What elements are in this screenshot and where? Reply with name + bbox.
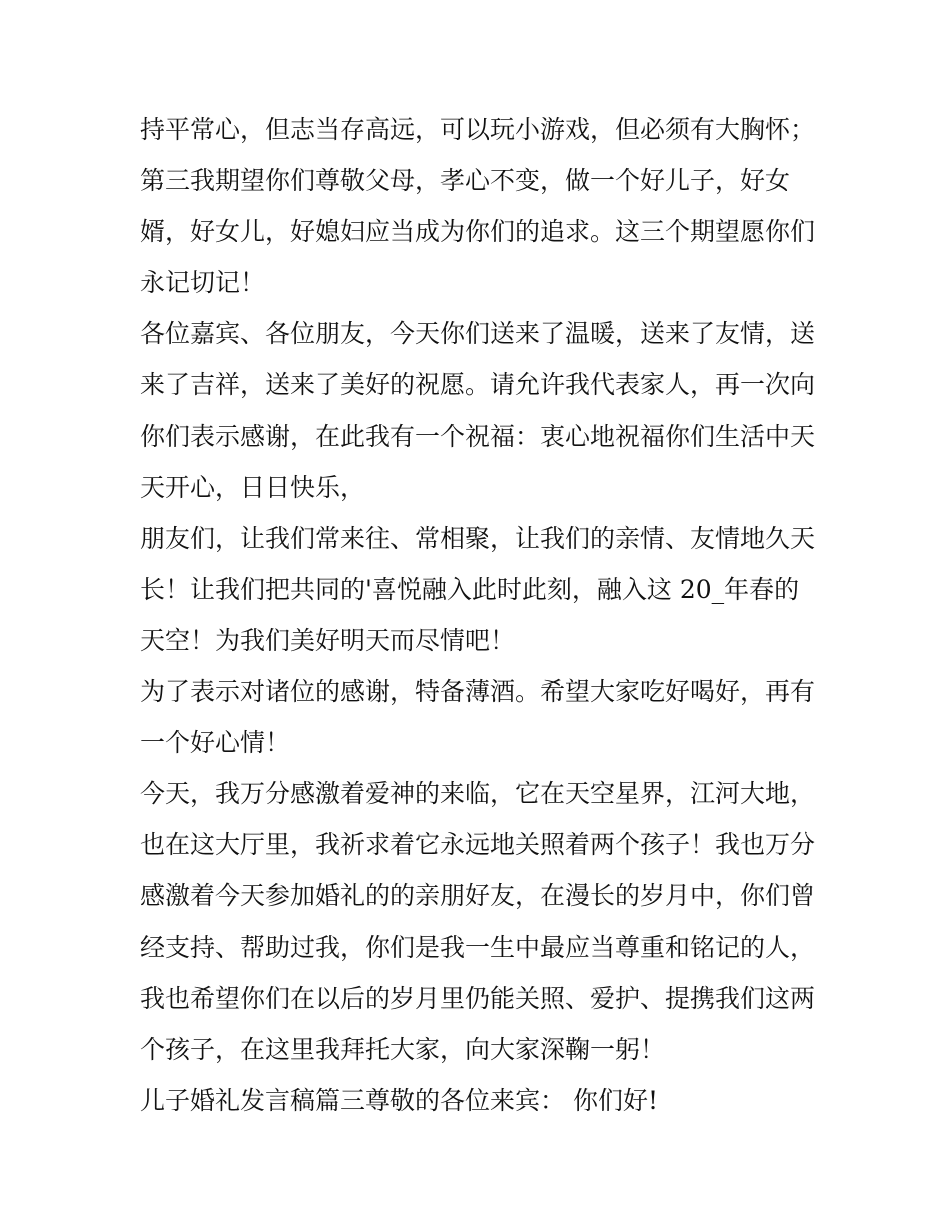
text-line-18: 我也希望你们在以后的岁月里仍能关照、爱护、提携我们这两 <box>140 983 816 1013</box>
text-line-10: 长！让我们把共同的'喜悦融入此时此刻，融入这 20_年春的 <box>140 574 800 604</box>
document-body <box>140 104 820 1126</box>
text-line-4: 永记切记！ <box>140 268 266 298</box>
text-line-7: 你们表示感谢，在此我有一个祝福：衷心地祝福你们生活中天 <box>140 421 816 451</box>
text-line-14: 今天，我万分感激着爱神的来临，它在天空星界，江河大地， <box>140 779 816 809</box>
text-line-5: 各位嘉宾、各位朋友，今天你们送来了温暖，送来了友情，送 <box>140 319 816 349</box>
text-line-11: 天空！为我们美好明天而尽情吧！ <box>140 625 516 655</box>
text-line-20: 儿子婚礼发言稿篇三尊敬的各位来宾： 你们好! <box>140 1085 658 1115</box>
text-line-6: 来了吉祥，送来了美好的祝愿。请允许我代表家人，再一次向 <box>140 370 816 400</box>
text-line-16: 感激着今天参加婚礼的的亲朋好友，在漫长的岁月中，你们曾 <box>140 881 816 911</box>
text-line-15: 也在这大厅里，我祈求着它永远地关照着两个孩子！我也万分 <box>140 830 816 860</box>
text-line-8: 天开心，日日快乐， <box>140 472 366 502</box>
text-line-19: 个孩子，在这里我拜托大家，向大家深鞠一躬！ <box>140 1034 666 1064</box>
text-line-2: 第三我期望你们尊敬父母，孝心不变，做一个好儿子，好女 <box>140 166 791 196</box>
text-line-17: 经支持、帮助过我，你们是我一生中最应当尊重和铭记的人， <box>140 932 816 962</box>
text-line-13: 一个好心情！ <box>140 728 291 758</box>
text-line-12: 为了表示对诸位的感谢，特备薄酒。希望大家吃好喝好，再有 <box>140 677 816 707</box>
text-line-9: 朋友们，让我们常来往、常相聚，让我们的亲情、友情地久天 <box>140 523 816 553</box>
text-line-3: 婿，好女儿，好媳妇应当成为你们的追求。这三个期望愿你们 <box>140 217 816 247</box>
text-line-1: 持平常心，但志当存高远，可以玩小游戏，但必须有大胸怀； <box>140 115 816 144</box>
